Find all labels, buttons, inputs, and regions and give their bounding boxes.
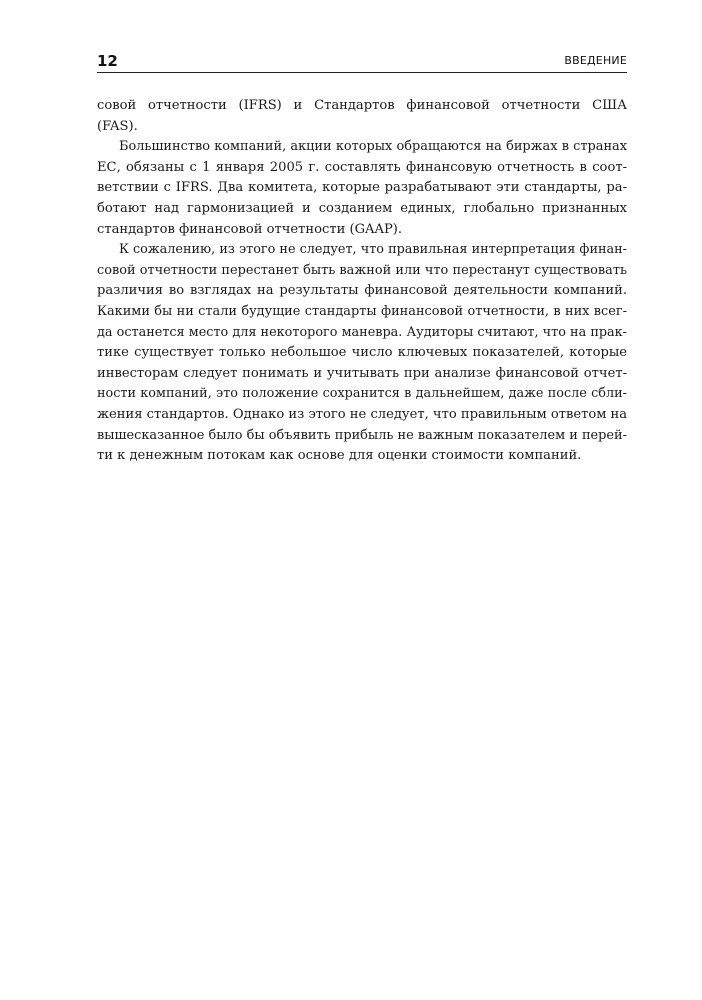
body-text [97, 96, 627, 467]
text-line: (FAS). [97, 118, 138, 134]
text-line: ветствии с IFRS. Два комитета, которые разрабатывают эти стандарты, ра- [97, 180, 627, 196]
page-header [97, 50, 627, 73]
text-line: жения стандартов. Однако из этого не следует, что правильным ответом на [97, 406, 628, 422]
text-line: инвесторам следует понимать и учитывать при анализе финансовой отчет- [97, 365, 627, 381]
paragraph [97, 96, 627, 137]
text-line: Какими бы ни стали будущие стандарты финансовой отчетности, в них всег- [97, 303, 627, 319]
text-line: совой отчетности (IFRS) и Стандартов финансовой отчетности США [97, 98, 627, 113]
text-line: К сожалению, из этого не следует, что правильная интерпретация финан- [119, 242, 627, 258]
text-line: да останется место для некоторого маневра. Аудиторы считают, что на прак- [97, 324, 627, 340]
text-line: Большинство компаний, акции которых обращаются на биржах в странах [119, 139, 627, 155]
text-line: тике существует только небольшое число ключевых показателей, которые [97, 345, 627, 361]
text-line: ти к денежным потокам как основе для оценки стоимости компаний. [97, 448, 582, 464]
text-line: вышесказанное было бы объявить прибыль не важным показателем и перей- [97, 427, 627, 443]
paragraph [97, 137, 627, 240]
text-line: ботают над гармонизацией и созданием единых, глобально признанных [97, 200, 627, 216]
text-line: ЕС, обязаны с 1 января 2005 г. составлять финансовую отчетность в соот- [97, 159, 627, 175]
paragraph [97, 240, 627, 467]
running-head: ВВЕДЕНИЕ [564, 54, 627, 67]
text-line: совой отчетности перестанет быть важной или что перестанут существовать [97, 262, 627, 278]
text-line: различия во взглядах на результаты финансовой деятельности компаний. [97, 283, 627, 299]
text-line: стандартов финансовой отчетности (GAAP). [97, 221, 403, 237]
text-line: ности компаний, это положение сохранится в дальнейшем, даже после сбли- [97, 386, 627, 402]
page-number: 12 [97, 52, 118, 70]
